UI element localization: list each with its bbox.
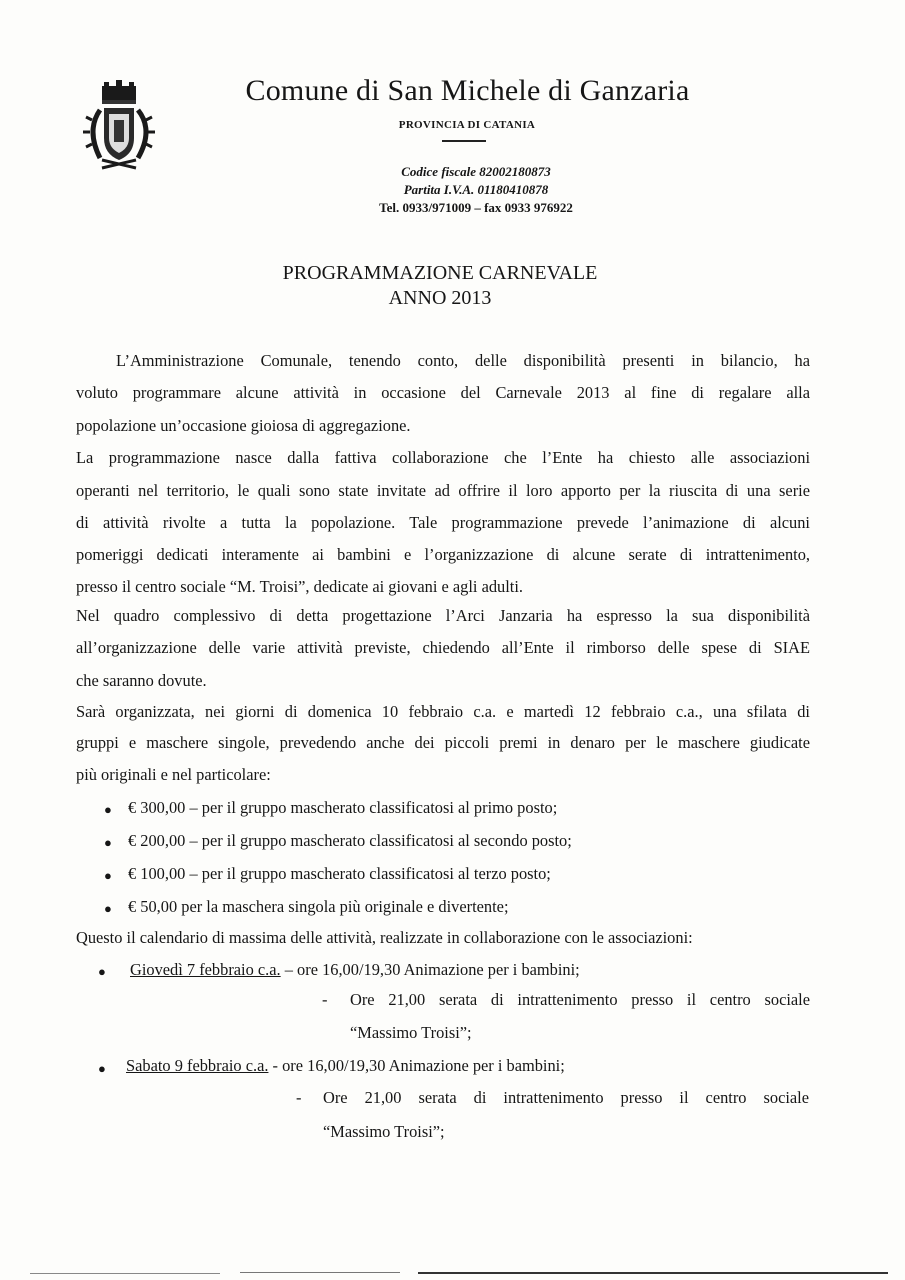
body-line: popolazione un’occasione gioiosa di aggregazione.	[76, 416, 411, 435]
body-line: presso il centro sociale “M. Troisi”, dedicate ai giovani e agli adulti.	[76, 577, 523, 596]
vat-number: Partita I.V.A. 01180410878	[403, 182, 549, 197]
calendar-date: Giovedì 7 febbraio c.a.	[130, 960, 281, 979]
calendar-evening: Ore 21,00 serata di intrattenimento presso il centro sociale	[323, 1088, 809, 1107]
prize-item: € 200,00 – per il gruppo mascherato classificatosi al secondo posto;	[128, 831, 572, 850]
phone-fax: Tel. 0933/971009 – fax 0933 976922	[379, 200, 573, 215]
calendar-venue: “Massimo Troisi”;	[350, 1023, 472, 1042]
calendar-entry	[130, 960, 580, 980]
list-bullet: ●	[104, 835, 112, 850]
body-line: più originali e nel particolare:	[76, 765, 271, 784]
prize-item: € 50,00 per la maschera singola più originale e divertente;	[128, 897, 509, 916]
calendar-dash: -	[296, 1088, 302, 1107]
page-edge-line	[240, 1272, 400, 1273]
calendar-intro: Questo il calendario di massima delle attività, realizzate in collaborazione con le associazioni:	[76, 928, 693, 947]
municipality-name: Comune di San Michele di Ganzaria	[245, 74, 690, 107]
prize-item: € 300,00 – per il gruppo mascherato classificatosi al primo posto;	[128, 798, 558, 817]
calendar-entry	[126, 1056, 565, 1076]
document-year: ANNO 2013	[388, 287, 492, 309]
body-line: voluto programmare alcune attività in occasione del Carnevale 2013 al fine di regalare alla	[76, 383, 810, 402]
body-line: pomeriggi dedicati interamente ai bambini e l’organizzazione di alcune serate di intrattenimento,	[76, 545, 810, 564]
calendar-evening: Ore 21,00 serata di intrattenimento presso il centro sociale	[350, 990, 810, 1009]
page-edge-line	[418, 1272, 888, 1274]
tax-code: Codice fiscale 82002180873	[401, 164, 551, 179]
body-line: Nel quadro complessivo di detta progettazione l’Arci Janzaria ha espresso la sua disponibilità	[76, 606, 810, 625]
document-title: PROGRAMMAZIONE CARNEVALE	[282, 262, 598, 284]
body-line: L’Amministrazione Comunale, tenendo conto, delle disponibilità presenti in bilancio, ha	[116, 351, 810, 370]
body-line: gruppi e maschere singole, prevedendo anche dei piccoli premi in denaro per le maschere giudicate	[76, 733, 810, 752]
calendar-bullet: ●	[98, 1061, 106, 1076]
list-bullet: ●	[104, 868, 112, 883]
calendar-bullet: ●	[98, 964, 106, 979]
calendar-venue: “Massimo Troisi”;	[323, 1122, 445, 1141]
calendar-date: Sabato 9 febbraio c.a.	[126, 1056, 269, 1075]
province-underline	[442, 140, 486, 142]
calendar-activity: – ore 16,00/19,30 Animazione per i bambini;	[280, 960, 580, 979]
body-line: di attività rivolte a tutta la popolazione. Tale programmazione prevede l’animazione di alcuni	[76, 513, 810, 532]
prize-item: € 100,00 – per il gruppo mascherato classificatosi al terzo posto;	[128, 864, 551, 883]
body-line: che saranno dovute.	[76, 671, 207, 690]
body-line: Sarà organizzata, nei giorni di domenica 10 febbraio c.a. e martedì 12 febbraio c.a., una sfilata di	[76, 702, 810, 721]
body-line: operanti nel territorio, le quali sono state invitate ad offrire il loro apporto per la riuscita di una serie	[76, 481, 810, 500]
page-edge-line	[30, 1273, 220, 1274]
list-bullet: ●	[104, 802, 112, 817]
calendar-dash: -	[322, 990, 328, 1009]
calendar-activity: - ore 16,00/19,30 Animazione per i bambini;	[268, 1056, 565, 1075]
body-line: La programmazione nasce dalla fattiva collaborazione che l’Ente ha chiesto alle associazioni	[76, 448, 810, 467]
list-bullet: ●	[104, 901, 112, 916]
body-line: all’organizzazione delle varie attività previste, chiedendo all’Ente il rimborso delle spese di SIAE	[76, 638, 810, 657]
province-name: PROVINCIA DI CATANIA	[398, 119, 536, 131]
